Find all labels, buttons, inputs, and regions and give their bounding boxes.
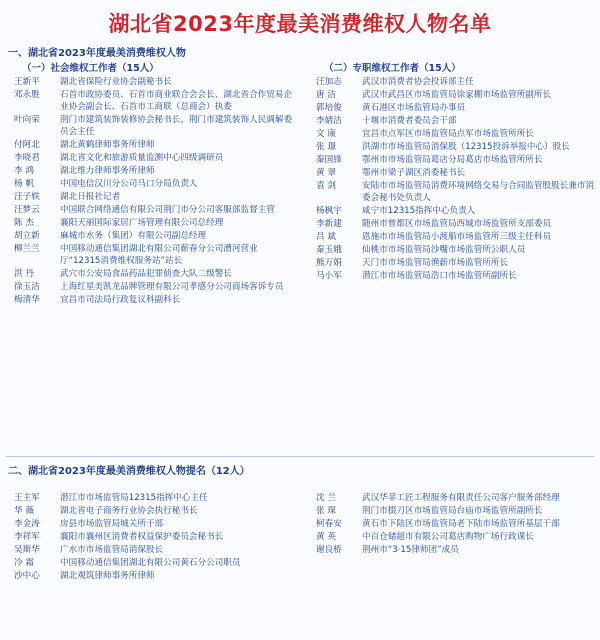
person-title: 武汉市消费者协会投诉部主任	[362, 77, 474, 87]
person-name: 李祥军	[14, 532, 40, 542]
person-name: 李 鸿	[14, 166, 34, 176]
list-item	[8, 492, 296, 504]
person-title: 石首市政协委员、石首市商业联合会会长、湖北省合作贸易企业协会副会长、石首市工商联（总商会）执委	[60, 90, 293, 112]
person-name: 文 康	[316, 129, 336, 139]
list-item	[8, 89, 296, 113]
list-item	[310, 102, 598, 114]
person-name: 洪 丹	[14, 269, 34, 279]
person-name: 李晓君	[14, 153, 40, 163]
list-item	[310, 231, 598, 243]
person-title: 上海红星美凯龙品牌管理有限公司孝感分公司商场客诉专员	[60, 282, 284, 292]
professional-workers-list	[310, 76, 598, 282]
list-item	[310, 544, 598, 556]
person-title: 中国移动通信集团湖北有限公司蕲春分公司漕河营业厅“12315消费维权服务站”站长	[60, 244, 258, 266]
person-title: 湖北日报社记者	[60, 192, 121, 202]
list-item	[8, 178, 296, 190]
person-name: 付阿北	[14, 140, 40, 150]
social-workers-list	[8, 76, 296, 306]
person-title: 房县市场监管局城关所干部	[60, 519, 164, 529]
person-name: 柳兰兰	[14, 244, 40, 254]
person-name: 熊万娟	[316, 258, 342, 268]
section-divider	[6, 456, 594, 457]
list-item	[310, 257, 598, 269]
list-item	[310, 180, 598, 204]
person-title: 中国移动通信集团湖北有限公司黄石分公司职员	[60, 558, 241, 568]
person-name: 汪加志	[316, 77, 342, 87]
person-name: 袁 剑	[316, 181, 336, 191]
person-title: 洪湖市市场监管局消保股（12315投诉举报中心）股长	[362, 142, 570, 152]
person-name: 华 薇	[14, 506, 34, 516]
person-name: 张 璟	[316, 142, 336, 152]
person-name: 马小军	[316, 271, 342, 281]
section-1-heading: 一、湖北省2023年度最美消费维权人物	[8, 48, 186, 59]
list-item	[8, 152, 296, 164]
list-item	[8, 204, 296, 216]
list-item	[310, 167, 598, 179]
person-name: 梅清华	[14, 295, 40, 305]
list-item	[8, 191, 296, 203]
list-item	[310, 518, 598, 530]
list-item	[8, 217, 296, 229]
person-title: 武汉市武昌区市场监管局徐家棚市场监管所副所长	[362, 90, 552, 100]
list-item	[8, 139, 296, 151]
list-item	[310, 76, 598, 88]
person-name: 徐玉洁	[14, 282, 40, 292]
social-workers-subheading: （一）社会维权工作者（15人）	[22, 63, 159, 74]
person-name: 郭培俊	[316, 103, 342, 113]
list-item	[8, 243, 296, 267]
person-title: 麻城市水务（集团）有限公司副总经理	[60, 231, 207, 241]
list-item	[8, 230, 296, 242]
list-item	[310, 154, 598, 166]
person-title: 宜昌市点军区市场监管局点军市场监管所所长	[362, 129, 534, 139]
list-item	[8, 570, 296, 582]
person-title: 湖北省文化和旅游质量监测中心四级调研员	[60, 153, 224, 163]
person-name: 胡立新	[14, 231, 40, 241]
person-name: 黄 英	[316, 532, 336, 542]
person-title: 广水市市场监管局消保股长	[60, 545, 164, 555]
list-item	[8, 557, 296, 569]
list-item	[8, 531, 296, 543]
person-title: 十堰市消费者委员会干部	[362, 116, 457, 126]
person-title: 湖北观筑律师事务所律师	[60, 571, 155, 581]
person-name: 沈 兰	[316, 493, 336, 503]
section-2-left-column	[8, 492, 296, 583]
person-title: 荆门市建筑装饰装修协会秘书长、荆门市建筑装饰人民调解委员会主任	[60, 115, 293, 137]
person-title: 襄阳市襄州区消费者权益保护委员会秘书长	[60, 532, 224, 542]
list-item	[8, 268, 296, 280]
person-title: 湖北省保险行业协会副秘书长	[60, 77, 172, 87]
list-item	[310, 141, 598, 153]
list-item	[310, 492, 598, 504]
person-name: 吴斯华	[14, 545, 40, 555]
person-title: 宜昌市司法局行政复议科副科长	[60, 295, 181, 305]
person-name: 叶向荣	[14, 115, 40, 125]
person-title: 中国电信汉川分公司马口分局负责人	[60, 179, 198, 189]
person-title: 湖北省电子商务行业协会执行秘书长	[60, 506, 198, 516]
person-name: 秦玉娥	[316, 245, 342, 255]
person-name: 邓永胜	[14, 90, 40, 100]
list-item	[310, 244, 598, 256]
person-name: 汪梦云	[14, 205, 40, 215]
list-item	[8, 518, 296, 530]
person-title: 鄂州市梁子湖区消委秘书长	[362, 168, 466, 178]
list-item	[8, 114, 296, 138]
person-name: 汪子轶	[14, 192, 40, 202]
list-item	[8, 294, 296, 306]
person-name: 王新平	[14, 77, 40, 87]
list-item	[8, 76, 296, 88]
person-title: 湖北维力律师事务所律师	[60, 166, 155, 176]
section-2-heading: 二、湖北省2023年度最美消费维权人物提名（12人）	[8, 466, 250, 477]
person-name: 吕 斌	[316, 232, 336, 242]
person-name: 李婧洁	[316, 116, 342, 126]
list-item	[8, 165, 296, 177]
person-name: 杨 帆	[14, 179, 34, 189]
nominees-list-right	[310, 492, 598, 556]
person-title: 随州市曾都区市场监管局西城市场监管所支部委员	[362, 219, 552, 229]
list-item	[310, 270, 598, 282]
list-item	[8, 544, 296, 556]
person-name: 黄 翠	[316, 168, 336, 178]
professional-workers-subheading: （二）专职维权工作者（15人）	[324, 63, 461, 74]
person-name: 秦国锋	[316, 155, 342, 165]
person-name: 冷 霜	[14, 558, 34, 568]
list-item	[8, 281, 296, 293]
nominees-list-left	[8, 492, 296, 582]
person-title: 湖北黄鹤律师事务所律师	[60, 140, 155, 150]
list-item	[310, 218, 598, 230]
person-title: 安陆市市场监管局消费环境网络交易与合同监管股股长兼市消委会秘书处负责人	[362, 181, 595, 203]
section-1-right-column	[310, 60, 598, 283]
person-name: 谢良桥	[316, 545, 342, 555]
person-title: 仙桃市市场监管局沙嘴市场监管所公职人员	[362, 245, 526, 255]
person-title: 潜江市市场监管局12315指挥中心主任	[60, 493, 208, 503]
list-item	[310, 115, 598, 127]
person-name: 陈 杰	[14, 218, 34, 228]
section-1-left-column	[8, 60, 296, 307]
person-title: 天门市市场监管局渔薪市场监管所所长	[362, 258, 509, 268]
person-title: 武穴市公安局食品药品犯罪侦查大队二级警长	[60, 269, 232, 279]
person-name: 张 琛	[316, 506, 336, 516]
person-title: 襄阳天丽国际家居广场管理有限公司总经理	[60, 218, 224, 228]
list-item	[310, 205, 598, 217]
person-name: 柯春安	[316, 519, 342, 529]
person-title: 中国联合网络通信有限公司荆门市分公司客服部监督主管	[60, 205, 275, 215]
person-name: 唐 洁	[316, 90, 336, 100]
section-2-right-column	[310, 492, 598, 557]
person-name: 沙中心	[14, 571, 40, 581]
list-item	[310, 505, 598, 517]
person-title: 恩施市市场监管局小渡船市场监管所三级主任科员	[362, 232, 552, 242]
list-item	[8, 505, 296, 517]
person-title: 荆州市“3·15律师团”成员	[362, 545, 459, 555]
person-title: 鄂州市市场监管局葛店分局葛店市场监管所所长	[362, 155, 543, 165]
person-name: 杨枫宇	[316, 206, 342, 216]
list-item	[310, 89, 598, 101]
list-item	[310, 531, 598, 543]
person-title: 咸宁市12315指挥中心负责人	[362, 206, 476, 216]
person-title: 武汉华菲工匠工程服务有限责任公司客户服务部经理	[362, 493, 560, 503]
person-name: 李金涛	[14, 519, 40, 529]
person-name: 王主军	[14, 493, 40, 503]
person-name: 李新建	[316, 219, 342, 229]
page-title: 湖北省2023年度最美消费维权人物名单	[108, 12, 492, 36]
person-title: 黄石市下陆区市场监管局老下陆市场监管所基层干部	[362, 519, 560, 529]
person-title: 潜江市市场监管局浩口市场监管所副所长	[362, 271, 517, 281]
person-title: 黄石港区市场监管局办事员	[362, 103, 466, 113]
list-item	[310, 128, 598, 140]
person-title: 荆门市掇刀区市场监管局台庙市场监管所副所长	[362, 506, 543, 516]
person-title: 中百仓储超市有限公司葛店购物广场行政课长	[362, 532, 534, 542]
